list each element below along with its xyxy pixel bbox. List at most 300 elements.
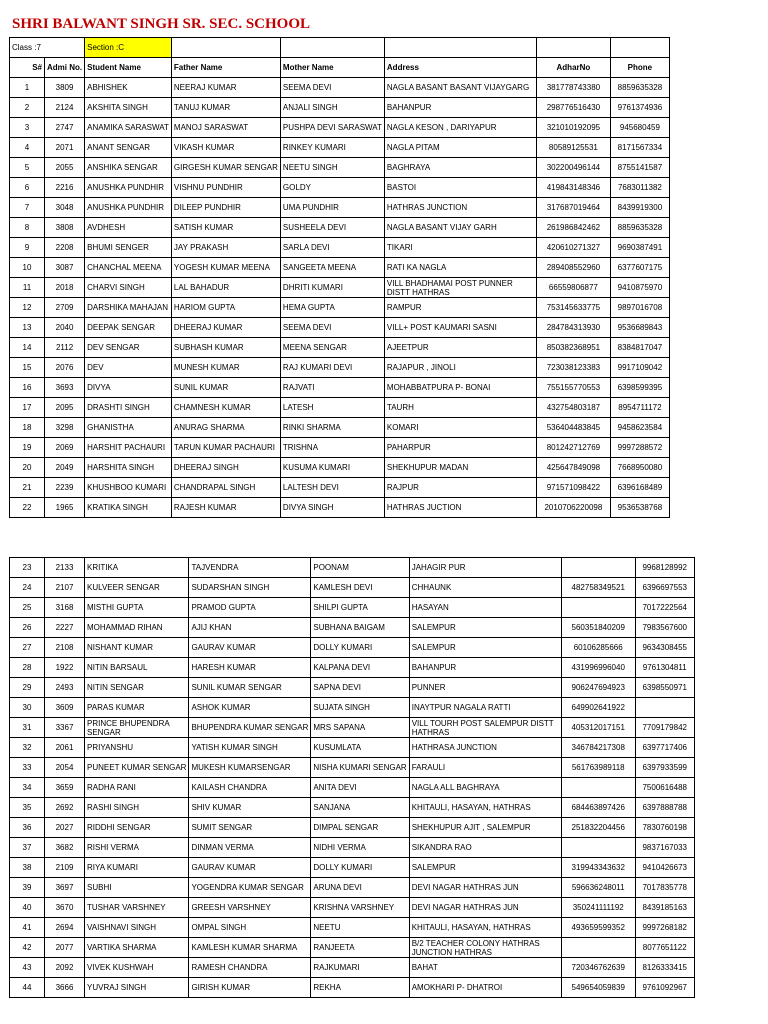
table-row	[10, 298, 670, 318]
phone-cell: 7017222564	[635, 598, 694, 618]
phone-cell: 8954711172	[610, 398, 669, 418]
admission-no-cell: 2049	[45, 458, 85, 478]
table-row	[10, 718, 695, 738]
table-row	[10, 318, 670, 338]
table-row	[10, 438, 670, 458]
table-row	[10, 638, 695, 658]
table-row	[10, 798, 695, 818]
table-row	[10, 178, 670, 198]
mother-name-cell: SAPNA DEVI	[311, 678, 409, 698]
father-name-cell: DINMAN VERMA	[189, 838, 311, 858]
mother-name-cell: SEEMA DEVI	[280, 318, 384, 338]
admission-no-cell: 3682	[45, 838, 85, 858]
address-cell: B/2 TEACHER COLONY HATHRAS JUNCTION HATHRAS	[409, 938, 561, 958]
address-cell: VILL+ POST KAUMARI SASNI	[384, 318, 536, 338]
admission-no-cell: 3666	[45, 978, 85, 998]
admission-no-cell: 3697	[45, 878, 85, 898]
mother-name-cell: ANITA DEVI	[311, 778, 409, 798]
student-name-cell: CHANCHAL MEENA	[85, 258, 172, 278]
table-row	[10, 578, 695, 598]
table-row	[10, 78, 670, 98]
mother-name-cell: SANJANA	[311, 798, 409, 818]
table-row	[10, 278, 670, 298]
father-name-cell: AJIJ KHAN	[189, 618, 311, 638]
adhar-no-cell	[561, 938, 635, 958]
admission-no-cell: 2055	[45, 158, 85, 178]
admission-no-cell: 3809	[45, 78, 85, 98]
student-name-cell: AVDHESH	[85, 218, 172, 238]
father-name-cell: ANURAG SHARMA	[171, 418, 280, 438]
admission-no-cell: 3087	[45, 258, 85, 278]
admission-no-cell: 2054	[45, 758, 85, 778]
serial-cell: 34	[10, 778, 45, 798]
adhar-no-cell	[561, 598, 635, 618]
serial-cell: 8	[10, 218, 45, 238]
address-cell: SALEMPUR	[409, 618, 561, 638]
adhar-no-cell: 2010706220098	[536, 498, 610, 518]
adhar-no-cell: 319943343632	[561, 858, 635, 878]
student-name-cell: AKSHITA SINGH	[85, 98, 172, 118]
phone-cell: 7500616488	[635, 778, 694, 798]
address-cell: MOHABBATPURA P- BONAI	[384, 378, 536, 398]
adhar-no-cell: 298776516430	[536, 98, 610, 118]
phone-cell: 6398550971	[635, 678, 694, 698]
table-row	[10, 658, 695, 678]
phone-cell: 8171567334	[610, 138, 669, 158]
address-cell: TIKARI	[384, 238, 536, 258]
phone-cell: 9997288572	[610, 438, 669, 458]
mother-name-cell: REKHA	[311, 978, 409, 998]
father-name-cell: RAMESH CHANDRA	[189, 958, 311, 978]
serial-cell: 36	[10, 818, 45, 838]
student-name-cell: HARSHITA SINGH	[85, 458, 172, 478]
student-name-cell: RISHI VERMA	[85, 838, 189, 858]
father-name-cell: DILEEP PUNDHIR	[171, 198, 280, 218]
serial-cell: 13	[10, 318, 45, 338]
header-student-name: Student Name	[85, 58, 172, 78]
phone-cell: 6397888788	[635, 798, 694, 818]
father-name-cell: SUBHASH KUMAR	[171, 338, 280, 358]
table-row	[10, 938, 695, 958]
table-row	[10, 598, 695, 618]
father-name-cell: VISHNU PUNDHIR	[171, 178, 280, 198]
father-name-cell: MANOJ SARASWAT	[171, 118, 280, 138]
class-label: Class :7	[10, 38, 85, 58]
admission-no-cell: 3298	[45, 418, 85, 438]
student-name-cell: RADHA RANI	[85, 778, 189, 798]
admission-no-cell: 3670	[45, 898, 85, 918]
adhar-no-cell: 549654059839	[561, 978, 635, 998]
student-name-cell: PARAS KUMAR	[85, 698, 189, 718]
student-name-cell: DEV SENGAR	[85, 338, 172, 358]
admission-no-cell: 2112	[45, 338, 85, 358]
serial-cell: 6	[10, 178, 45, 198]
serial-cell: 25	[10, 598, 45, 618]
phone-cell: 9761304811	[635, 658, 694, 678]
adhar-no-cell: 850382368951	[536, 338, 610, 358]
address-cell: RAJAPUR , JINOLI	[384, 358, 536, 378]
serial-cell: 40	[10, 898, 45, 918]
serial-cell: 31	[10, 718, 45, 738]
header-row	[10, 58, 670, 78]
phone-cell: 9634308455	[635, 638, 694, 658]
address-cell: KOMARI	[384, 418, 536, 438]
header-mother-name: Mother Name	[280, 58, 384, 78]
serial-cell: 9	[10, 238, 45, 258]
serial-cell: 18	[10, 418, 45, 438]
mother-name-cell: NEETU	[311, 918, 409, 938]
father-name-cell: CHANDRAPAL SINGH	[171, 478, 280, 498]
serial-cell: 43	[10, 958, 45, 978]
mother-name-cell: KAMLESH DEVI	[311, 578, 409, 598]
mother-name-cell: KALPANA DEVI	[311, 658, 409, 678]
adhar-no-cell: 321010192095	[536, 118, 610, 138]
student-name-cell: RIDDHI SENGAR	[85, 818, 189, 838]
address-cell: HATHRAS JUNCTION	[384, 198, 536, 218]
father-name-cell: CHAMNESH KUMAR	[171, 398, 280, 418]
student-name-cell: RASHI SINGH	[85, 798, 189, 818]
mother-name-cell: TRISHNA	[280, 438, 384, 458]
student-name-cell: ANAMIKA SARASWAT	[85, 118, 172, 138]
adhar-no-cell: 381778743380	[536, 78, 610, 98]
father-name-cell: SUNIL KUMAR SENGAR	[189, 678, 311, 698]
adhar-no-cell: 801242712769	[536, 438, 610, 458]
serial-cell: 35	[10, 798, 45, 818]
phone-cell: 9837167033	[635, 838, 694, 858]
father-name-cell: TANUJ KUMAR	[171, 98, 280, 118]
address-cell: RAMPUR	[384, 298, 536, 318]
address-cell: KHITAULI, HASAYAN, HATHRAS	[409, 798, 561, 818]
adhar-no-cell: 971571098422	[536, 478, 610, 498]
father-name-cell: SUMIT SENGAR	[189, 818, 311, 838]
mother-name-cell: RAJVATI	[280, 378, 384, 398]
mother-name-cell: DOLLY KUMARI	[311, 638, 409, 658]
student-name-cell: ANSHIKA SENGAR	[85, 158, 172, 178]
father-name-cell: SHIV KUMAR	[189, 798, 311, 818]
serial-cell: 5	[10, 158, 45, 178]
adhar-no-cell: 482758349521	[561, 578, 635, 598]
admission-no-cell: 3693	[45, 378, 85, 398]
admission-no-cell: 2709	[45, 298, 85, 318]
phone-cell: 6377607175	[610, 258, 669, 278]
father-name-cell: HARESH KUMAR	[189, 658, 311, 678]
admission-no-cell: 1922	[45, 658, 85, 678]
student-name-cell: KHUSHBOO KUMARI	[85, 478, 172, 498]
address-cell: FARAULI	[409, 758, 561, 778]
student-name-cell: MOHAMMAD RIHAN	[85, 618, 189, 638]
address-cell: HATHRAS JUCTION	[384, 498, 536, 518]
serial-cell: 38	[10, 858, 45, 878]
father-name-cell: SUDARSHAN SINGH	[189, 578, 311, 598]
student-name-cell: HARSHIT PACHAURI	[85, 438, 172, 458]
adhar-no-cell: 350241111192	[561, 898, 635, 918]
father-name-cell: YOGENDRA KUMAR SENGAR	[189, 878, 311, 898]
father-name-cell: JAY PRAKASH	[171, 238, 280, 258]
table-row	[10, 418, 670, 438]
admission-no-cell: 2133	[45, 558, 85, 578]
student-name-cell: BHUMI SENGER	[85, 238, 172, 258]
admission-no-cell: 2239	[45, 478, 85, 498]
student-name-cell: MISTHI GUPTA	[85, 598, 189, 618]
adhar-no-cell: 561763989118	[561, 758, 635, 778]
phone-cell: 8859635328	[610, 78, 669, 98]
mother-name-cell: GOLDY	[280, 178, 384, 198]
address-cell: BASTOI	[384, 178, 536, 198]
phone-cell: 9761092967	[635, 978, 694, 998]
student-name-cell: DEEPAK SENGAR	[85, 318, 172, 338]
serial-cell: 17	[10, 398, 45, 418]
table-row	[10, 138, 670, 158]
admission-no-cell: 2107	[45, 578, 85, 598]
admission-no-cell: 2227	[45, 618, 85, 638]
admission-no-cell: 1965	[45, 498, 85, 518]
admission-no-cell: 2071	[45, 138, 85, 158]
phone-cell	[635, 698, 694, 718]
student-name-cell: ABHISHEK	[85, 78, 172, 98]
adhar-no-cell: 405312017151	[561, 718, 635, 738]
school-title: SHRI BALWANT SINGH SR. SEC. SCHOOL	[12, 16, 311, 32]
mother-name-cell: MRS SAPANA	[311, 718, 409, 738]
header-phone: Phone	[610, 58, 669, 78]
admission-no-cell: 2095	[45, 398, 85, 418]
table-row	[10, 978, 695, 998]
serial-cell: 28	[10, 658, 45, 678]
adhar-no-cell	[561, 838, 635, 858]
father-name-cell: DHEERAJ SINGH	[171, 458, 280, 478]
father-name-cell: TARUN KUMAR PACHAURI	[171, 438, 280, 458]
mother-name-cell: ANJALI SINGH	[280, 98, 384, 118]
adhar-no-cell: 723038123383	[536, 358, 610, 378]
adhar-no-cell: 560351840209	[561, 618, 635, 638]
adhar-no-cell: 284784313930	[536, 318, 610, 338]
adhar-no-cell: 649902641922	[561, 698, 635, 718]
phone-cell: 6397933599	[635, 758, 694, 778]
student-name-cell: DARSHIKA MAHAJAN	[85, 298, 172, 318]
student-name-cell: PRIYANSHU	[85, 738, 189, 758]
student-name-cell: NITIN SENGAR	[85, 678, 189, 698]
student-name-cell: VAISHNAVI SINGH	[85, 918, 189, 938]
table-row	[10, 498, 670, 518]
admission-no-cell: 3367	[45, 718, 85, 738]
mother-name-cell: DIVYA SINGH	[280, 498, 384, 518]
mother-name-cell: KUSUMA KUMARI	[280, 458, 384, 478]
table-row	[10, 478, 670, 498]
adhar-no-cell: 317687019464	[536, 198, 610, 218]
admission-no-cell: 2069	[45, 438, 85, 458]
father-name-cell: SATISH KUMAR	[171, 218, 280, 238]
adhar-no-cell: 493659599352	[561, 918, 635, 938]
phone-cell: 8126333415	[635, 958, 694, 978]
table-row	[10, 698, 695, 718]
address-cell: BAHANPUR	[409, 658, 561, 678]
father-name-cell: MUKESH KUMARSENGAR	[189, 758, 311, 778]
mother-name-cell: LATESH	[280, 398, 384, 418]
serial-cell: 26	[10, 618, 45, 638]
father-name-cell: KAILASH CHANDRA	[189, 778, 311, 798]
table-row	[10, 458, 670, 478]
father-name-cell: GAURAV KUMAR	[189, 638, 311, 658]
header-serial: S#	[10, 58, 45, 78]
student-name-cell: DRASHTI SINGH	[85, 398, 172, 418]
mother-name-cell: SHILPI GUPTA	[311, 598, 409, 618]
phone-cell: 8077651122	[635, 938, 694, 958]
table-row	[10, 898, 695, 918]
phone-cell: 9536689843	[610, 318, 669, 338]
address-cell: BAHANPUR	[384, 98, 536, 118]
phone-cell: 8859635328	[610, 218, 669, 238]
student-name-cell: GHANISTHA	[85, 418, 172, 438]
phone-cell: 9536538768	[610, 498, 669, 518]
father-name-cell: MUNESH KUMAR	[171, 358, 280, 378]
phone-cell: 7709179842	[635, 718, 694, 738]
adhar-no-cell	[561, 778, 635, 798]
adhar-no-cell: 596636248011	[561, 878, 635, 898]
phone-cell: 8439919300	[610, 198, 669, 218]
address-cell: NAGLA ALL BAGHRAYA	[409, 778, 561, 798]
phone-cell: 9458623584	[610, 418, 669, 438]
header-father-name: Father Name	[171, 58, 280, 78]
phone-cell: 945680459	[610, 118, 669, 138]
admission-no-cell: 2108	[45, 638, 85, 658]
header-address: Address	[384, 58, 536, 78]
student-name-cell: KULVEER SENGAR	[85, 578, 189, 598]
student-table-page-2	[9, 557, 695, 998]
student-name-cell: DEV	[85, 358, 172, 378]
address-cell: RATI KA NAGLA	[384, 258, 536, 278]
admission-no-cell: 3659	[45, 778, 85, 798]
admission-no-cell: 2061	[45, 738, 85, 758]
serial-cell: 32	[10, 738, 45, 758]
father-name-cell: KAMLESH KUMAR SHARMA	[189, 938, 311, 958]
student-name-cell: YUVRAJ SINGH	[85, 978, 189, 998]
adhar-no-cell: 753145633775	[536, 298, 610, 318]
admission-no-cell: 3609	[45, 698, 85, 718]
adhar-no-cell: 419843148346	[536, 178, 610, 198]
father-name-cell: DHEERAJ KUMAR	[171, 318, 280, 338]
address-cell: TAURH	[384, 398, 536, 418]
mother-name-cell: HEMA GUPTA	[280, 298, 384, 318]
serial-cell: 1	[10, 78, 45, 98]
serial-cell: 44	[10, 978, 45, 998]
mother-name-cell: SUSHEELA DEVI	[280, 218, 384, 238]
mother-name-cell: SUJATA SINGH	[311, 698, 409, 718]
mother-name-cell: RINKEY KUMARI	[280, 138, 384, 158]
serial-cell: 24	[10, 578, 45, 598]
serial-cell: 15	[10, 358, 45, 378]
adhar-no-cell: 432754803187	[536, 398, 610, 418]
serial-cell: 37	[10, 838, 45, 858]
address-cell: AJEETPUR	[384, 338, 536, 358]
phone-cell: 6398599395	[610, 378, 669, 398]
address-cell: NAGLA BASANT BASANT VIJAYGARG	[384, 78, 536, 98]
address-cell: SHEKHUPUR AJIT , SALEMPUR	[409, 818, 561, 838]
student-name-cell: SUBHI	[85, 878, 189, 898]
table-row	[10, 98, 670, 118]
address-cell: INAYTPUR NAGALA RATTI	[409, 698, 561, 718]
table-row	[10, 878, 695, 898]
student-name-cell: KRATIKA SINGH	[85, 498, 172, 518]
serial-cell: 3	[10, 118, 45, 138]
serial-cell: 12	[10, 298, 45, 318]
father-name-cell: HARIOM GUPTA	[171, 298, 280, 318]
class-section-row	[10, 38, 670, 58]
serial-cell: 7	[10, 198, 45, 218]
address-cell: SALEMPUR	[409, 638, 561, 658]
serial-cell: 23	[10, 558, 45, 578]
table-row	[10, 818, 695, 838]
table-row	[10, 238, 670, 258]
admission-no-cell: 2040	[45, 318, 85, 338]
adhar-no-cell: 431996996040	[561, 658, 635, 678]
table-row	[10, 738, 695, 758]
phone-cell: 9690387491	[610, 238, 669, 258]
adhar-no-cell: 720346762639	[561, 958, 635, 978]
table-row	[10, 838, 695, 858]
student-name-cell: PUNEET KUMAR SENGAR	[85, 758, 189, 778]
mother-name-cell: RAJKUMARI	[311, 958, 409, 978]
mother-name-cell: NEETU SINGH	[280, 158, 384, 178]
section-label: Section :C	[85, 38, 172, 58]
header-admission-no: Admi No.	[45, 58, 85, 78]
adhar-no-cell: 302200496144	[536, 158, 610, 178]
student-name-cell: DIVYA	[85, 378, 172, 398]
address-cell: KHITAULI, HASAYAN, HATHRAS	[409, 918, 561, 938]
adhar-no-cell: 261986842462	[536, 218, 610, 238]
admission-no-cell: 2027	[45, 818, 85, 838]
mother-name-cell: LALTESH DEVI	[280, 478, 384, 498]
father-name-cell: YATISH KUMAR SINGH	[189, 738, 311, 758]
admission-no-cell: 2077	[45, 938, 85, 958]
address-cell: RAJPUR	[384, 478, 536, 498]
mother-name-cell: KRISHNA VARSHNEY	[311, 898, 409, 918]
serial-cell: 20	[10, 458, 45, 478]
admission-no-cell: 2109	[45, 858, 85, 878]
adhar-no-cell: 536404483845	[536, 418, 610, 438]
header-adhar-no: AdharNo	[536, 58, 610, 78]
serial-cell: 29	[10, 678, 45, 698]
table-row	[10, 398, 670, 418]
serial-cell: 39	[10, 878, 45, 898]
student-name-cell: ANUSHKA PUNDHIR	[85, 178, 172, 198]
mother-name-cell: RANJEETA	[311, 938, 409, 958]
serial-cell: 11	[10, 278, 45, 298]
mother-name-cell: ARUNA DEVI	[311, 878, 409, 898]
father-name-cell: OMPAL SINGH	[189, 918, 311, 938]
adhar-no-cell: 251832204456	[561, 818, 635, 838]
student-name-cell: KRITIKA	[85, 558, 189, 578]
father-name-cell: GAURAV KUMAR	[189, 858, 311, 878]
father-name-cell: SUNIL KUMAR	[171, 378, 280, 398]
address-cell: HASAYAN	[409, 598, 561, 618]
address-cell: DEVI NAGAR HATHRAS JUN	[409, 878, 561, 898]
mother-name-cell: DHRITI KUMARI	[280, 278, 384, 298]
mother-name-cell: PUSHPA DEVI SARASWAT	[280, 118, 384, 138]
mother-name-cell: UMA PUNDHIR	[280, 198, 384, 218]
admission-no-cell: 2208	[45, 238, 85, 258]
phone-cell: 6396168489	[610, 478, 669, 498]
table-row	[10, 618, 695, 638]
adhar-no-cell: 755155770553	[536, 378, 610, 398]
serial-cell: 30	[10, 698, 45, 718]
admission-no-cell: 2076	[45, 358, 85, 378]
table-row	[10, 378, 670, 398]
serial-cell: 27	[10, 638, 45, 658]
address-cell: AMOKHARI P- DHATROI	[409, 978, 561, 998]
father-name-cell: YOGESH KUMAR MEENA	[171, 258, 280, 278]
address-cell: SALEMPUR	[409, 858, 561, 878]
address-cell: PAHARPUR	[384, 438, 536, 458]
student-name-cell: NISHANT KUMAR	[85, 638, 189, 658]
